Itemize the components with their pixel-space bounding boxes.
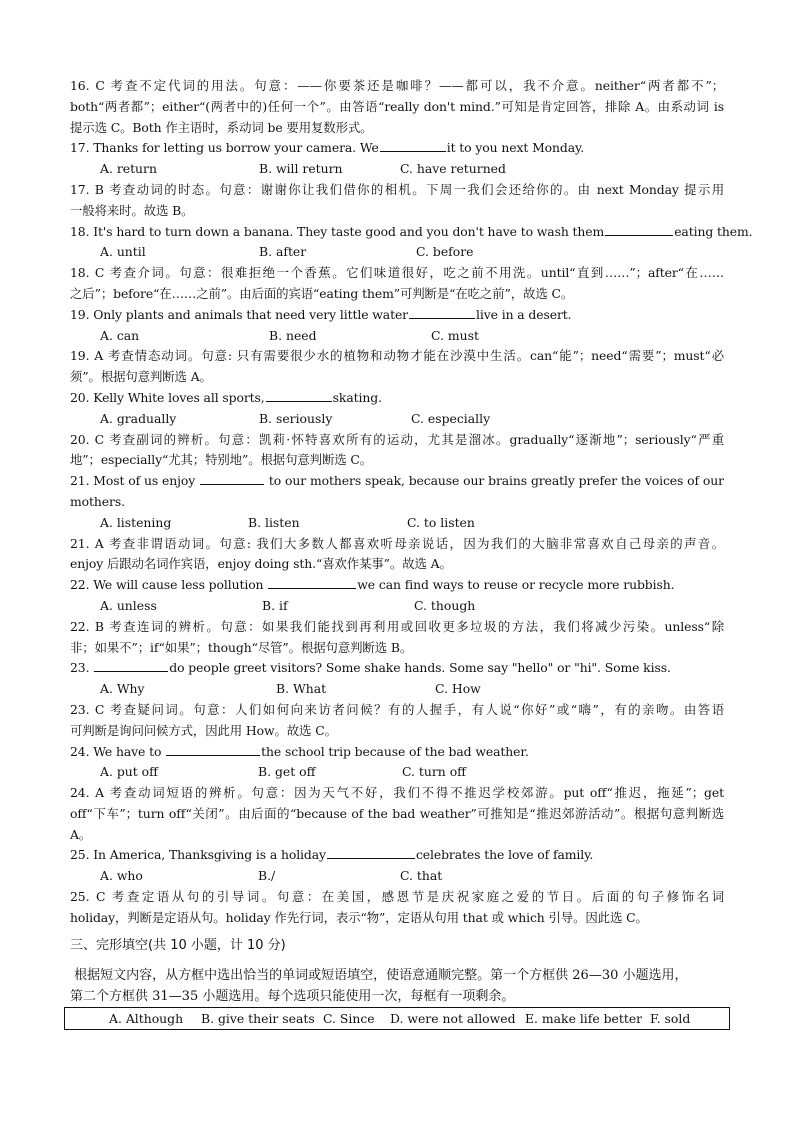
q17-option-a: A. return xyxy=(100,161,157,177)
q19-option-b: B. need xyxy=(269,327,317,343)
q24-answer-line-2: off“下车”；turn off“关闭”。由后面的“because of the bad weather”可推知是“推迟郊游活动”。根据句意判断选 xyxy=(70,805,724,821)
q21-answer-line-2: enjoy 后跟动名词作宾语，enjoy doing sth.“喜欢作某事”。故选 A。 xyxy=(70,556,452,572)
word-choice-box xyxy=(64,1007,730,1030)
q17-option-c: C. have returned xyxy=(400,161,506,177)
q17-stem xyxy=(70,138,724,159)
q23-answer-line-2: 可判断是询问问候方式，因此用 How。故选 C。 xyxy=(70,722,337,738)
q19-answer-line-2: 须”。根据句意判断选 A。 xyxy=(70,369,212,385)
q17-options xyxy=(70,159,724,180)
q23-stem-end: do people greet visitors? Some shake hands. Some say "hello" or "hi". Some kiss. xyxy=(169,660,671,676)
q25-stem-end: celebrates the love of family. xyxy=(415,847,594,863)
q21-blank xyxy=(200,471,264,485)
q21-answer-line-1: 21. A 考查非谓语动词。句意: 我们大多数人都喜欢听母亲说话，因为我们的大脑非常喜欢自己母亲的声音。 xyxy=(70,535,724,551)
q20-option-b: B. seriously xyxy=(259,410,333,426)
q24-answer-line-3: A。 xyxy=(70,826,92,842)
q25-options xyxy=(70,866,724,887)
q18-blank xyxy=(605,222,673,236)
q17-blank xyxy=(380,138,446,152)
q18-stem-start: 18. It's hard to turn down a banana. They taste good and you don't have to wash them xyxy=(70,223,605,239)
q22-stem xyxy=(70,575,724,596)
q24-option-b: B. get off xyxy=(258,764,316,780)
q24-blank xyxy=(166,742,260,756)
q25-stem xyxy=(70,845,724,866)
box-option-a: A. Although xyxy=(109,1010,184,1026)
q22-stem-start: 22. We will cause less pollution xyxy=(70,577,264,593)
q22-answer-line-1: 22. B 考查连词的辨析。句意：如果我们能找到再利用或回收更多垃圾的方法，我们将减少污染。unless“除 xyxy=(70,618,724,634)
q20-stem-end: skating. xyxy=(332,389,382,405)
q23-answer-line-1: 23. C 考查疑问词。句意：人们如何向来访者问候？有的人握手，有人说“你好”或“嗨”，有的亲吻。由答语 xyxy=(70,701,724,717)
box-option-e: E. make life better xyxy=(525,1010,643,1026)
q23-stem-start: 23. xyxy=(70,660,90,676)
q20-option-a: A. gradually xyxy=(100,410,177,426)
box-option-c: C. Since xyxy=(323,1010,375,1026)
q19-options xyxy=(70,326,724,347)
q18-option-b: B. after xyxy=(259,244,307,260)
box-option-f: F. sold xyxy=(650,1010,691,1026)
q22-answer-line-2: 非；如果不”；if“如果”；though“尽管”。根据句意判断选 B。 xyxy=(70,639,413,655)
q18-stem xyxy=(70,222,753,243)
q22-stem-end: we can find ways to reuse or recycle more rubbish. xyxy=(357,577,675,593)
q17-answer-line-1: 17. B 考查动词的时态。句意：谢谢你让我们借你的相机。下周一我们会还给你的。由 next Monday 提示用 xyxy=(70,181,724,197)
q25-answer-line-1: 25. C 考查定语从句的引导词。句意：在美国，感恩节是庆祝家庭之爱的节日。后面的句子修饰名词 xyxy=(70,889,724,905)
q21-option-c: C. to listen xyxy=(407,514,475,530)
q18-option-a: A. until xyxy=(100,244,146,260)
q18-answer-line-2: 之后”；before“在……之前”。由后面的宾语“eating them”可判断是“在吃之前”，故选 C。 xyxy=(70,285,574,301)
q23-blank xyxy=(94,658,168,672)
q23-option-b: B. What xyxy=(276,681,327,697)
q17-stem-end: it to you next Monday. xyxy=(446,140,585,156)
q25-option-c: C. that xyxy=(400,868,443,884)
q23-options xyxy=(70,679,724,700)
q20-answer-line-1: 20. C 考查副词的辨析。句意：凯莉·怀特喜欢所有的运动，尤其是溜冰。gradually“逐渐地”；seriously“严重 xyxy=(70,431,724,447)
q18-option-c: C. before xyxy=(416,244,474,260)
q19-option-c: C. must xyxy=(431,327,479,343)
q24-answer-line-1: 24. A 考查动词短语的辨析。句意：因为天气不好，我们不得不推迟学校郊游。put off“推迟，拖延”；get xyxy=(70,785,724,801)
q19-stem xyxy=(70,305,724,326)
q21-stem-line-1 xyxy=(70,471,724,492)
q20-stem-start: 20. Kelly White loves all sports, xyxy=(70,389,265,405)
exam-page xyxy=(70,76,753,1030)
section-3-title: 三、完形填空(共 10 小题，计 10 分) xyxy=(70,937,286,953)
q24-stem-end: the school trip because of the bad weather. xyxy=(261,743,529,759)
q23-stem xyxy=(70,658,724,679)
q22-option-a: A. unless xyxy=(100,597,157,613)
q19-answer-line-1: 19. A 考查情态动词。句意: 只有需要很少水的植物和动物才能在沙漠中生活。can“能”；need“需要”；must“必 xyxy=(70,348,724,364)
q25-answer-line-2: holiday，判断是定语从句。holiday 作先行词，表示“物”，定语从句用 that 或 which 引导。因此选 C。 xyxy=(70,909,648,925)
q20-stem xyxy=(70,388,724,409)
q19-stem-start: 19. Only plants and animals that need very little water xyxy=(70,306,409,322)
q21-stem-line-2: mothers. xyxy=(70,493,125,509)
q19-stem-end: live in a desert. xyxy=(476,306,572,322)
q24-stem xyxy=(70,742,724,763)
q24-option-c: C. turn off xyxy=(402,764,466,780)
q23-option-c: C. How xyxy=(435,681,481,697)
q18-stem-end: eating them. xyxy=(674,223,753,239)
q24-stem-start: 24. We have to xyxy=(70,743,162,759)
q17-answer-line-2: 一般将来时。故选 B。 xyxy=(70,202,194,218)
q22-options xyxy=(70,596,724,617)
q21-option-a: A. listening xyxy=(100,514,172,530)
q20-answer-line-2: 地”；especially“尤其；特别地”。根据句意判断选 C。 xyxy=(70,452,373,468)
q20-option-c: C. especially xyxy=(411,410,491,426)
q23-option-a: A. Why xyxy=(100,681,145,697)
box-option-b: B. give their seats xyxy=(201,1010,315,1026)
q25-option-b: B./ xyxy=(258,868,276,884)
q25-blank xyxy=(327,845,415,859)
q16-answer-line-1: 16. C 考查不定代词的用法。句意：——你要茶还是咖啡？——都可以，我不介意。neither“两者都不”； xyxy=(70,78,724,93)
q22-option-b: B. if xyxy=(262,597,288,613)
q24-options xyxy=(70,762,724,783)
q22-blank xyxy=(268,575,356,589)
q21-options xyxy=(70,513,724,534)
q25-stem-start: 25. In America, Thanksgiving is a holiday xyxy=(70,847,326,863)
q24-option-a: A. put off xyxy=(100,764,158,780)
q19-option-a: A. can xyxy=(100,327,140,343)
q16-answer-line-3: 提示选 C。Both 作主语时，系动词 be 要用复数形式。 xyxy=(70,119,373,135)
q21-option-b: B. listen xyxy=(248,514,300,530)
q20-options xyxy=(70,409,724,430)
q18-options xyxy=(70,242,724,263)
q18-answer-line-1: 18. C 考查介词。句意：很难拒绝一个香蕉。它们味道很好，吃之前不用洗。until“直到……”；after“在…… xyxy=(70,265,724,281)
q17-stem-start: 17. Thanks for letting us borrow your camera. We xyxy=(70,140,379,156)
q22-option-c: C. though xyxy=(414,597,476,613)
q21-stem-middle: to our mothers speak, because our brains greatly prefer the voices of our xyxy=(268,473,724,489)
q19-blank xyxy=(409,305,475,319)
section-3-instructions-line-2: 第二个方框供 31—35 小题选用。每个选项只能使用一次，每框有一项剩余。 xyxy=(70,988,515,1004)
q20-blank xyxy=(266,388,332,402)
q21-stem-start: 21. Most of us enjoy xyxy=(70,473,196,489)
q25-option-a: A. who xyxy=(100,868,143,884)
q17-option-b: B. will return xyxy=(259,161,343,177)
box-option-d: D. were not allowed xyxy=(390,1010,516,1026)
q16-answer-line-2: both“两者都”；either“(两者中的)任何一个”。由答语“really don't mind.”可知是肯定回答，排除 A。由系动词 is xyxy=(70,98,724,114)
section-3-instructions-line-1: 根据短文内容，从方框中选出恰当的单词或短语填空，使语意通顺完整。第一个方框供 26—30 小题选用， xyxy=(74,967,688,983)
